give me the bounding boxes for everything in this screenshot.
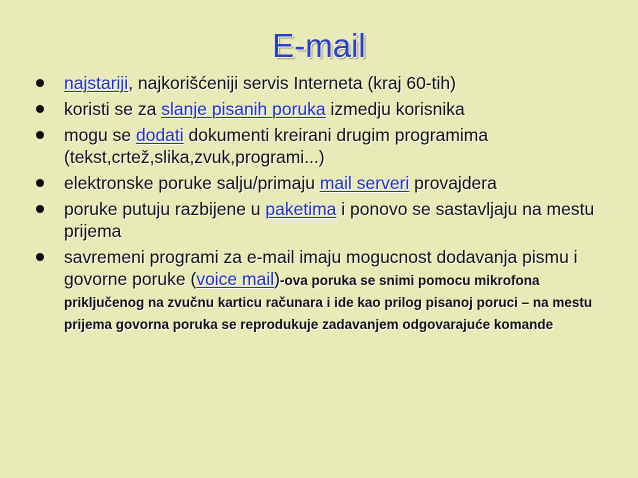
- bullet-dot-icon: [36, 179, 44, 187]
- bullet-item-6: [0, 246, 638, 334]
- bullet-item-1: [0, 72, 638, 94]
- bullet-dot-icon: [36, 105, 44, 113]
- keyword: slanje pisanih poruka: [161, 99, 326, 119]
- bullet-dot-icon: [36, 131, 44, 139]
- bullet-note: -ova poruka se snimi pomocu mikrofona priključenog na zvučnu karticu računara i ide kao prilog pisanoj poruci – na mestu prijema govorna poruka se reprodukuje zadavanjem odgovarajuće komande: [64, 273, 593, 332]
- keyword: dodati: [135, 125, 184, 145]
- bullet-text: izmedju korisnika: [325, 99, 465, 119]
- bullet-text: , najkorišćeniji servis Interneta (kraj 60-tih): [128, 73, 456, 93]
- keyword: najstariji: [64, 73, 129, 93]
- bullet-dot-icon: [36, 205, 44, 213]
- bullet-item-5: [0, 198, 638, 242]
- bullet-item-3: [0, 124, 638, 168]
- bullet-list: [0, 72, 638, 338]
- bullet-text: savremeni programi za e-mail imaju mogucnost dodavanja pismu i govorne poruke (: [64, 247, 578, 289]
- keyword: voice mail: [196, 269, 275, 289]
- bullet-item-4: [0, 172, 638, 194]
- bullet-text: poruke putuju razbijene u: [64, 199, 266, 219]
- bullet-text: elektronske poruke salju/primaju: [64, 173, 320, 193]
- bullet-text: i ponovo se sastavljaju na mestu prijema: [64, 199, 595, 241]
- bullet-text: provajdera: [409, 173, 497, 193]
- bullet-dot-icon: [36, 79, 44, 87]
- slide-title: E-mail: [272, 27, 366, 64]
- bullet-item-2: [0, 98, 638, 120]
- keyword: mail serveri: [319, 173, 410, 193]
- bullet-text: ): [274, 269, 280, 289]
- bullet-text: dokumenti kreirani drugim programima (tekst,crtež,slika,zvuk,programi...): [64, 125, 489, 167]
- bullet-text: mogu se: [64, 125, 136, 145]
- keyword: paketima: [265, 199, 337, 219]
- bullet-text: koristi se za: [64, 99, 162, 119]
- bullet-dot-icon: [36, 253, 44, 261]
